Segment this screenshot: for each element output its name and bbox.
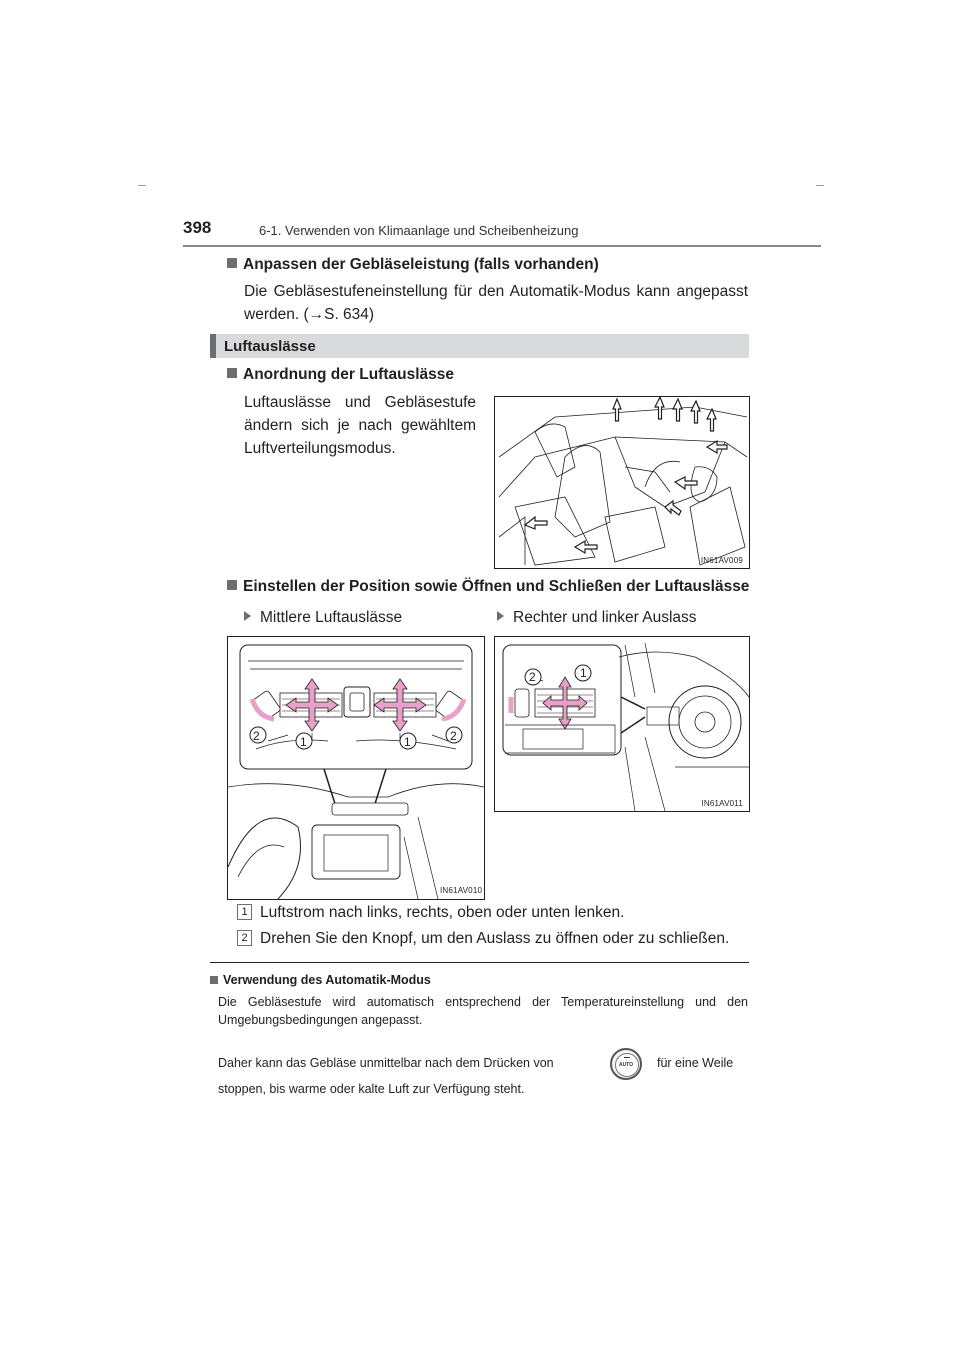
legend-number: 2 xyxy=(237,930,252,946)
center-vents-illustration xyxy=(228,637,484,899)
chapter-title: 6-1. Verwenden von Klimaanlage und Scheibenheizung xyxy=(259,223,579,238)
side-vents-illustration xyxy=(495,637,749,811)
note-line3a: Daher kann das Gebläse unmittelbar nach dem Drücken von xyxy=(218,1056,554,1070)
header-rule xyxy=(183,245,821,247)
callout-number: 2 xyxy=(253,729,260,743)
layout-heading: Anordnung der Luftauslässe xyxy=(227,366,454,384)
crop-mark xyxy=(816,185,824,186)
figure-code: IN61AV009 xyxy=(700,556,743,565)
auto-button-icon: AUTO xyxy=(610,1048,642,1080)
callout-number: 1 xyxy=(580,666,587,680)
bullet-square-icon xyxy=(210,976,218,984)
center-vents-figure xyxy=(227,636,485,900)
section-bar xyxy=(210,334,749,358)
note-line2: Umgebungsbedingungen angepasst. xyxy=(218,1013,423,1027)
note-divider xyxy=(210,962,749,963)
note-line1: Die Gebläsestufe wird automatisch entsprechend der Temperatureinstellung und den xyxy=(218,995,748,1009)
interior-airflow-figure xyxy=(494,396,750,569)
blower-heading: Anpassen der Gebläseleistung (falls vorhanden) xyxy=(227,256,599,274)
figure-code: IN61AV011 xyxy=(701,799,743,808)
side-vents-label: Rechter und linker Auslass xyxy=(497,606,697,629)
layout-text-line2: ändern sich je nach gewähltem xyxy=(244,417,476,434)
layout-text-line3: Luftverteilungsmodus. xyxy=(244,440,396,457)
legend-text: Luftstrom nach links, rechts, oben oder unten lenken. xyxy=(260,904,625,921)
callout-number: 2 xyxy=(450,729,457,743)
page-number: 398 xyxy=(183,218,212,237)
figure-code: IN61AV010 xyxy=(440,886,483,895)
side-vents-figure xyxy=(494,636,750,812)
crop-mark xyxy=(138,185,146,186)
callout-number: 1 xyxy=(300,735,307,749)
note-line4: stoppen, bis warme oder kalte Luft zur Verfügung steht. xyxy=(218,1082,525,1096)
legend-text: Drehen Sie den Knopf, um den Auslass zu öffnen oder zu schließen. xyxy=(260,930,730,947)
center-vents-label: Mittlere Luftauslässe xyxy=(244,606,402,629)
bullet-square-icon xyxy=(227,580,237,590)
bullet-square-icon xyxy=(227,258,237,268)
callout-number: 2 xyxy=(529,670,536,684)
adjust-heading: Einstellen der Position sowie Öffnen und Schließen der Luftauslässe xyxy=(227,578,749,596)
blower-text-line1: Die Gebläsestufeneinstellung für den Automatik-Modus kann angepasst xyxy=(244,283,748,300)
callout-number: 1 xyxy=(404,735,411,749)
section-title: Luftauslässe xyxy=(224,338,316,355)
interior-illustration xyxy=(495,397,749,568)
note-line3b: für eine Weile xyxy=(657,1056,734,1070)
note-heading: Verwendung des Automatik-Modus xyxy=(210,973,431,987)
layout-text-line1: Luftauslässe und Gebläsestufe xyxy=(244,394,476,411)
triangle-bullet-icon xyxy=(497,611,504,621)
blower-text-line2: werden. (→S. 634) xyxy=(244,306,375,323)
bullet-square-icon xyxy=(227,368,237,378)
legend-number: 1 xyxy=(237,904,252,920)
triangle-bullet-icon xyxy=(244,611,251,621)
